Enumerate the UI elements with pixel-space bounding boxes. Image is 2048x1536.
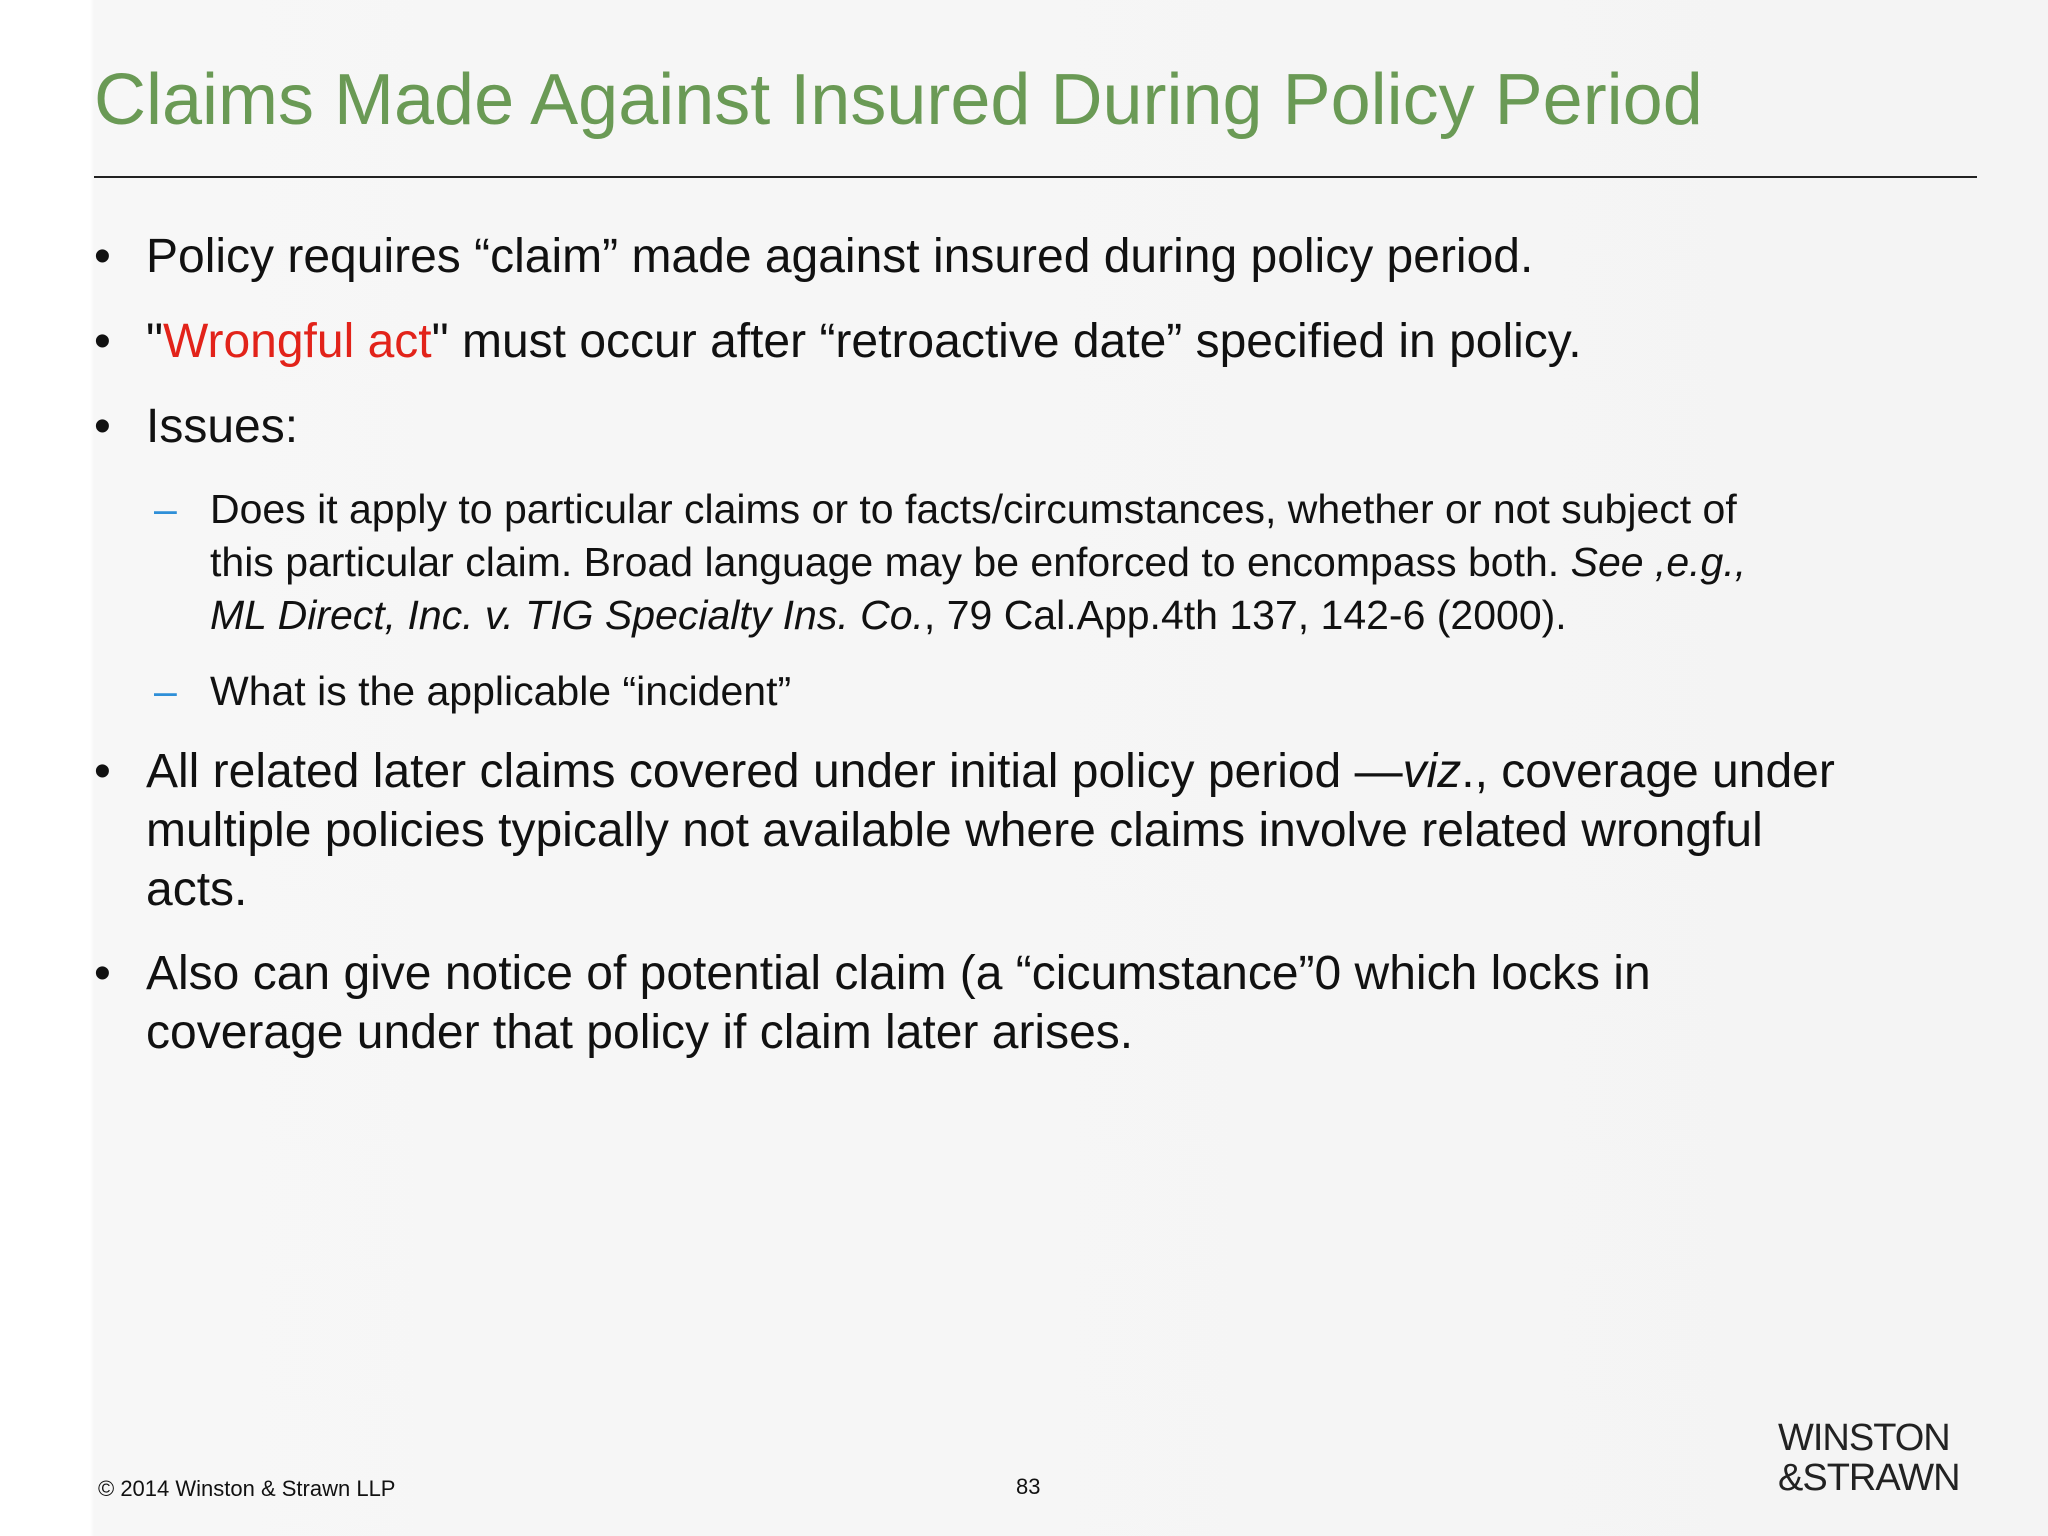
sub-bullet-text	[210, 483, 1746, 642]
bullet-text-segment: All related later claims covered under initial policy period —	[146, 745, 1403, 798]
slide-title: Claims Made Against Insured During Policy Period	[94, 60, 1703, 140]
bullet-text: Issues:	[146, 400, 299, 453]
sub-bullet-line	[210, 589, 1746, 642]
bullet-marker: •	[94, 745, 111, 798]
citation-signal: See ,e.g.,	[1570, 539, 1747, 585]
bullet-text	[146, 313, 1582, 371]
case-citation: , 79 Cal.App.4th 137, 142-6 (2000).	[923, 592, 1567, 638]
sub-bullet-marker: –	[154, 486, 177, 532]
highlight-wrongful-act: Wrongful act	[163, 315, 432, 368]
bullet-line	[146, 742, 1835, 801]
bullet-line: acts.	[146, 863, 248, 916]
case-name: ML Direct, Inc. v. TIG Specialty Ins. Co.	[210, 592, 924, 638]
bullet-text-open-quote: "	[146, 315, 164, 368]
bullet-line: multiple policies typically not available where claims involve related wrongful	[146, 804, 1763, 857]
logo-line: WINSTON	[1778, 1417, 1950, 1459]
bullet-text	[146, 742, 1835, 919]
bullet-line: Also can give notice of potential claim (a “cicumstance”0 which locks in	[146, 947, 1651, 1000]
bullet-marker: •	[94, 400, 111, 453]
bullet-text-rest: " must occur after “retroactive date” specified in policy.	[431, 315, 1582, 368]
bullet-marker: •	[94, 230, 111, 283]
title-divider	[94, 176, 1977, 178]
page-number: 83	[1016, 1474, 1041, 1499]
sub-bullet-text-segment: this particular claim. Broad language may be enforced to encompass both.	[210, 539, 1571, 585]
logo-line: &STRAWN	[1778, 1457, 1960, 1499]
bullet-marker: •	[94, 947, 111, 1000]
bullet-text-segment: ., coverage under	[1461, 745, 1835, 798]
bullet-marker: •	[94, 315, 111, 368]
bullet-text-italic: viz	[1402, 745, 1462, 798]
sub-bullet-text: What is the applicable “incident”	[210, 668, 792, 714]
sub-bullet-line: Does it apply to particular claims or to facts/circumstances, whether or not subject of	[210, 486, 1737, 532]
footer-copyright: © 2014 Winston & Strawn LLP	[98, 1476, 396, 1501]
bullet-text: Policy requires “claim” made against insured during policy period.	[146, 230, 1534, 283]
bullet-line: coverage under that policy if claim later arises.	[146, 1006, 1134, 1059]
bullet-text	[146, 944, 1651, 1062]
sub-bullet-marker: –	[154, 668, 177, 714]
sub-bullet-line	[210, 536, 1746, 589]
winston-strawn-logo	[1778, 1418, 1978, 1498]
